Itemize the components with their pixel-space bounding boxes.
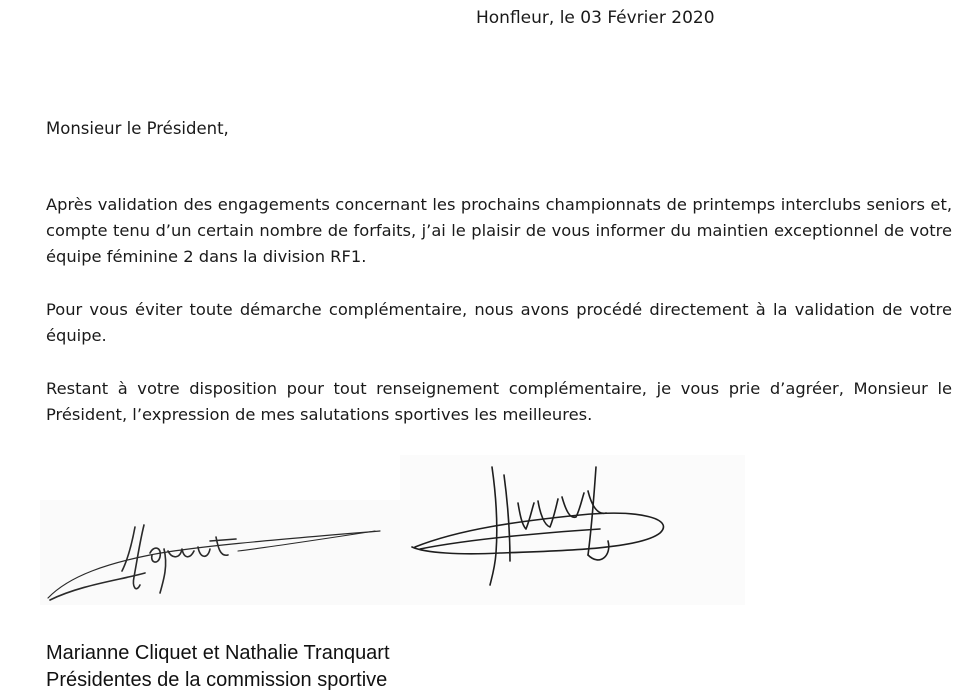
signature-cliquet [48, 525, 380, 600]
date-line: Honfleur, le 03 Février 2020 [476, 8, 715, 28]
paragraph-validation: Après validation des engagements concernant les prochains championnats de printemps interclubs seniors et, compte tenu d’un certain nombre de forfaits, j’ai le plaisir de vous informer du maintien exceptionnel de votre équipe féminine 2 dans la division RF1. [46, 195, 952, 266]
paragraph-closing: Restant à votre disposition pour tout renseignement complémentaire, je vous prie d’agréer, Monsieur le Président, l’expression de mes salutations sportives les meilleures. [46, 379, 952, 424]
handwritten-signatures [40, 455, 750, 615]
paragraph-procedure: Pour vous éviter toute démarche complémentaire, nous avons procédé directement à la validation de votre équipe. [46, 300, 952, 345]
signer-names: Marianne Cliquet et Nathalie Tranquart [46, 642, 390, 664]
signatures-area [40, 455, 750, 615]
signer-title: Présidentes de la commission sportive [46, 669, 388, 691]
signature-tranquart [412, 467, 663, 585]
salutation: Monsieur le Président, [46, 119, 229, 138]
